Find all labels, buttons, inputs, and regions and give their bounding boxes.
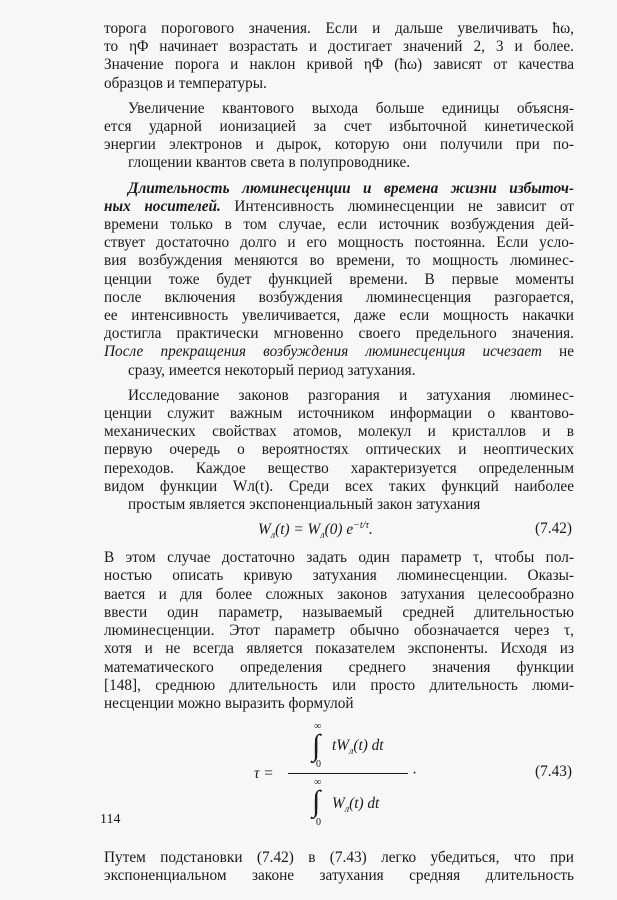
fraction-bar: [288, 773, 408, 774]
section-title: Длительность люминесценции и времена жизни избыточ-: [128, 179, 574, 197]
equation-number-7-42: (7.42): [535, 520, 572, 538]
equation-7-43: τ = ∞ ∫ 0 $tW_л(t)$ dt ∞ ∫ 0 $W_л(t)$ dt · (7.43): [104, 721, 574, 833]
equation-number-7-43: (7.43): [535, 763, 572, 781]
page-text: [104, 20, 574, 886]
denominator: ∞ ∫ 0 $W_л(t)$ dt: [312, 777, 380, 829]
paragraph-3: Длительность люминесценции и времена жизни избыточ- ных носителей. Интенсивность люминесценции не зависит от времени только в том случае, если источник возбуждения дей- ствует достаточно долго и его мощность постоянна. Если усло- вия возбуждения меняются во времени, то мощность люминес- ценции тоже будет функцией времени. В первые моменты после включения возбуждения люминесценция разгорается, ее интенсивность увеличивается, даже если мощность накачки достигла практически мгновенно своего предельного значения. После прекращения возбуждения люминесценция исчезает не сразу, имеется некоторый период затухания.: [104, 179, 574, 379]
integral-sign: ∫: [312, 729, 321, 763]
equation-7-42: $W_л(t) = W_л(0)$ $e^{-t/\tau}$. (7.42): [258, 520, 572, 542]
paragraph-2: Увеличение квантового выхода больше единицы объясня- ется ударной ионизацией за счет избыточной кинетической энергии электронов и дырок, которую они получили при по- глощении квантов света в полупроводнике.: [104, 99, 574, 172]
paragraph-5: В этом случае достаточно задать один параметр τ, чтобы пол- ностью описать кривую затухания люминесценции. Оказы- вается и для более сложных законов затухания целесообразно ввести один параметр, называемый средней длительностью люминесценции. Этот параметр обычно обозначается через τ, хотя и не всегда является показателем экспоненты. Исходя из математического определения среднего значения функции [148], среднюю длительность или просто длительность люми- несценции можно выразить формулой: [104, 549, 574, 712]
fraction: [288, 721, 408, 833]
integral-sign: ∫: [312, 785, 321, 819]
paragraph-6: Путем подстановки (7.42) в (7.43) легко убедиться, что при экспоненциальном законе затухания средняя длительность: [104, 849, 574, 885]
page-number: 114: [100, 812, 121, 827]
paragraph-4: Исследование законов разгорания и затухания люминес- ценции служит важным источником информации о квантово- механических свойствах атомов, молекул и кристаллов и в первую очередь о вероятностях оптических и неоптических переходов. Каждое вещество характеризуется определенным видом функции Wл(t). Среди всех таких функций наиболее простым является экспоненциальный закон затухания: [104, 386, 574, 514]
paragraph-1: торога порогового значения. Если и дальше увеличивать ħω, то ηΦ начинает возрастать и достигает значений 2, 3 и более. Значение порога и наклон кривой ηΦ (ħω) зависят от качества образцов и температуры.: [104, 20, 574, 92]
numerator: ∞ ∫ 0 $tW_л(t)$ dt: [312, 721, 384, 771]
